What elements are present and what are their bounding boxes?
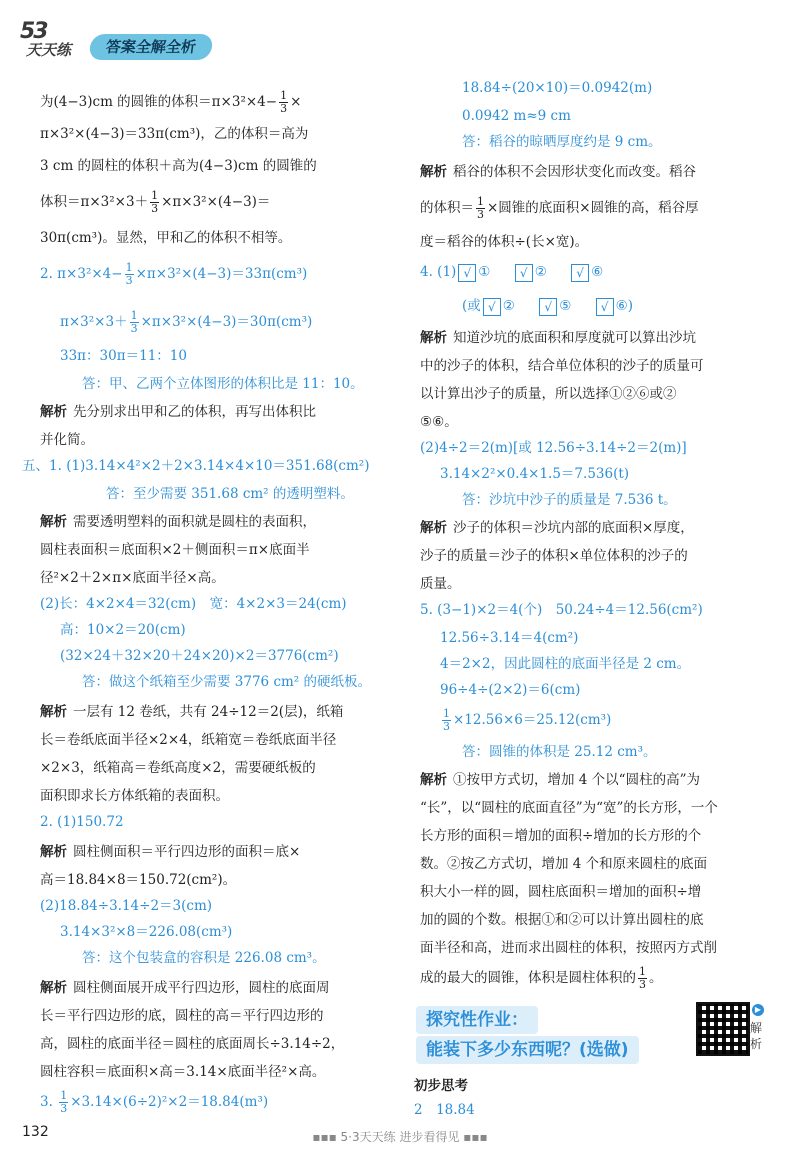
logo: 53 天天练 (20, 19, 72, 59)
explore-banner (416, 1006, 680, 1086)
text-line: ⑤⑥。 (420, 414, 458, 430)
text-line: 中的沙子的体积，结合单位体积的沙子的质量可 (420, 358, 704, 374)
text-line: 以计算出沙子的质量，所以选择①②⑥或② (420, 386, 677, 402)
answer-line: 答：做这个纸箱至少需要 3776 cm² 的硬纸板。 (82, 674, 372, 690)
answer-line: 答：稻谷的晾晒厚度约是 9 cm。 (462, 134, 662, 150)
fraction: $\frac{1}{3}$ (477, 195, 484, 221)
explore-subtitle: 能装下多少东西呢？(选做) (416, 1036, 639, 1064)
text-line: 数。②按乙方式切，增加 4 个和原来圆柱的底面 (420, 856, 708, 872)
text-line: 为(4−3)cm 的圆锥的体积＝π×3²×4− $\frac{1}{3}$ × (40, 89, 302, 115)
answer-line: 答：圆锥的体积是 25.12 cm³。 (462, 744, 657, 760)
analysis-line: 解析 知道沙坑的底面积和厚度就可以算出沙坑 (420, 330, 696, 346)
analysis-line: 解析 圆柱侧面展开成平行四边形，圆柱的底面周 (40, 980, 330, 996)
answer-line: 3.14×2²×0.4×1.5＝7.536(t) (440, 466, 630, 482)
answer-line: 2. (1)150.72 (40, 814, 124, 830)
analysis-line: 解析 需要透明塑料的面积就是圆柱的表面积， (40, 514, 316, 530)
answer-line: 2. π×3²×4− $\frac{1}{3}$ ×π×3²×(4−3)＝33π(cm³) (40, 261, 308, 287)
answer-line: 12.56÷3.14＝4(cm²) (440, 630, 579, 646)
text-line: π×3²×(4−3)＝33π(cm³)，乙的体积＝高为 (40, 126, 309, 142)
analysis-line: 解析 先分别求出甲和乙的体积，再写出体积比 (40, 404, 316, 420)
answer-line: 答：沙坑中沙子的质量是 7.536 t。 (462, 492, 677, 508)
text-line: 3 cm 的圆柱的体积＋高为(4−3)cm 的圆锥的 (40, 158, 317, 174)
answer-line: 答：这个包装盒的容积是 226.08 cm³。 (82, 950, 326, 966)
section-badge: 答案全解全析 (88, 34, 214, 60)
analysis-line: 解析 圆柱侧面积＝平行四边形的面积＝底× (40, 844, 301, 860)
text-line: 积大小一样的圆，圆柱底面积＝增加的面积÷增 (420, 884, 702, 900)
answer-line: 5. (3−1)×2＝4(个) 50.24÷4＝12.56(cm²) (420, 602, 703, 618)
text-line: 高，圆柱的底面半径＝圆柱的底面周长÷3.14÷2， (40, 1036, 345, 1052)
play-icon[interactable]: ▶ (752, 1004, 764, 1016)
analysis-label: 解析 (40, 404, 67, 420)
fraction: $\frac{1}{3}$ (639, 965, 646, 991)
text-line: 圆柱表面积＝底面积×2＋侧面积＝π×底面半 (40, 542, 310, 558)
text-line: ×2×3，纸箱高＝卷纸高度×2，需要硬纸板的 (40, 760, 316, 776)
fraction: $\frac{1}{3}$ (125, 261, 133, 287)
answer-line: 0.0942 m≈9 cm (462, 108, 571, 124)
text-line: 质量。 (420, 576, 461, 592)
qr-label: 解析 (750, 1021, 763, 1051)
analysis-line: 解析 ①按甲方式切，增加 4 个以“圆柱的高”为 (420, 772, 700, 788)
text-line: 径²×2＋2×π×底面半径×高。 (40, 570, 225, 586)
answer-line: 4＝2×2，因此圆柱的底面半径是 2 cm。 (440, 656, 691, 672)
text-line: “长”，以“圆柱的底面直径”为“宽”的长方形，一个 (420, 800, 718, 816)
fraction: $\frac{1}{3}$ (443, 707, 450, 733)
answer-line: 高：10×2＝20(cm) (60, 622, 186, 638)
check-icon: √ (571, 264, 589, 282)
answer-line: 2 18.84 (414, 1102, 475, 1118)
answer-line: π×3²×3＋ $\frac{1}{3}$ ×π×3²×(4−3)＝30π(cm³) (60, 309, 313, 335)
answer-line: 3. $\frac{1}{3}$ ×3.14×(6÷2)²×2＝18.84(m³) (40, 1089, 269, 1115)
answer-line: 96÷4÷(2×2)＝6(cm) (440, 682, 581, 698)
answer-line: (或 √ ② √ ⑤ √ ⑥) (462, 298, 633, 314)
fraction: $\frac{1}{3}$ (60, 1089, 68, 1115)
check-icon: √ (458, 264, 476, 282)
text-line: 加的圆的个数。根据①和②可以计算出圆柱的底 (420, 912, 704, 928)
text-line: 沙子的质量＝沙子的体积×单位体积的沙子的 (420, 548, 688, 564)
answer-line: 18.84÷(20×10)＝0.0942(m) (462, 80, 653, 96)
answer-line: (2)4÷2＝2(m)[或 12.56÷3.14÷2＝2(m)] (420, 440, 687, 456)
text-line: 面积即求长方体纸箱的表面积。 (40, 788, 229, 804)
text-line: 并化简。 (40, 432, 94, 448)
check-icon: √ (596, 298, 614, 316)
answer-line: 4. (1) √ ① √ ② √ ⑥ (420, 264, 604, 280)
check-icon: √ (515, 264, 533, 282)
answer-line: 3.14×3²×8＝226.08(cm³) (60, 924, 233, 940)
fraction: $\frac{1}{3}$ (280, 89, 288, 115)
answer-line: 33π：30π＝11：10 (60, 348, 187, 364)
page-number: 132 (22, 1124, 49, 1140)
answer-line: 答：甲、乙两个立体图形的体积比是 11：10。 (82, 376, 364, 392)
text-line: 体积＝π×3²×3＋ $\frac{1}{3}$ ×π×3²×(4−3)＝ (40, 189, 271, 215)
qr-code[interactable] (696, 1002, 750, 1056)
text-line: 圆柱容积＝底面积×高＝3.14×底面半径²×高。 (40, 1064, 326, 1080)
text-line: 长＝平行四边形的底，圆柱的高＝平行四边形的 (40, 1008, 324, 1024)
text-line: 长方形的面积＝增加的面积÷增加的长方形的个 (420, 828, 702, 844)
text-line: 成的最大的圆锥，体积是圆柱体积的 $\frac{1}{3}$ 。 (420, 965, 663, 991)
answer-line: 五、1. (1)3.14×4²×2＋2×3.14×4×10＝351.68(cm²) (22, 458, 370, 474)
text-line: 长＝卷纸底面半径×2×4，纸箱宽＝卷纸底面半径 (40, 732, 337, 748)
text-line: 度＝稻谷的体积÷(长×宽)。 (420, 234, 589, 250)
text-line: 高＝18.84×8＝150.72(cm²)。 (40, 872, 237, 888)
answer-line: (2)长：4×2×4＝32(cm) 宽：4×2×3＝24(cm) (40, 596, 347, 612)
answer-line: $\frac{1}{3}$ ×12.56×6＝25.12(cm³) (443, 707, 612, 733)
fraction: $\frac{1}{3}$ (130, 309, 138, 335)
analysis-line: 解析 稻谷的体积不会因形状变化而改变。稻谷 (420, 164, 696, 180)
text-line: 面半径和高，进而求出圆柱的体积，按照丙方式削 (420, 940, 717, 956)
header (18, 16, 278, 64)
answer-line: (2)18.84÷3.14÷2＝3(cm) (40, 898, 213, 914)
answer-line: 答：至少需要 351.68 cm² 的透明塑料。 (106, 486, 354, 502)
analysis-line: 解析 沙子的体积＝沙坑内部的底面积×厚度， (420, 520, 694, 536)
text-line: 30π(cm³)。显然，甲和乙的体积不相等。 (40, 230, 292, 246)
analysis-line: 解析 一层有 12 卷纸，共有 24÷12＝2(层)，纸箱 (40, 704, 344, 720)
check-icon: √ (483, 298, 501, 316)
answer-line: (32×24＋32×20＋24×20)×2＝3776(cm²) (60, 648, 339, 664)
check-icon: √ (539, 298, 557, 316)
explore-title: 探究性作业： (416, 1006, 538, 1034)
fraction: $\frac{1}{3}$ (151, 189, 159, 215)
subheading: 初步思考 (414, 1078, 468, 1094)
footer-slogan: ▪▪▪ 5·3天天练 进步看得见 ▪▪▪ (312, 1130, 488, 1144)
text-line: 的体积＝ $\frac{1}{3}$ ×圆锥的底面积×圆锥的高，稻谷厚 (420, 195, 699, 221)
